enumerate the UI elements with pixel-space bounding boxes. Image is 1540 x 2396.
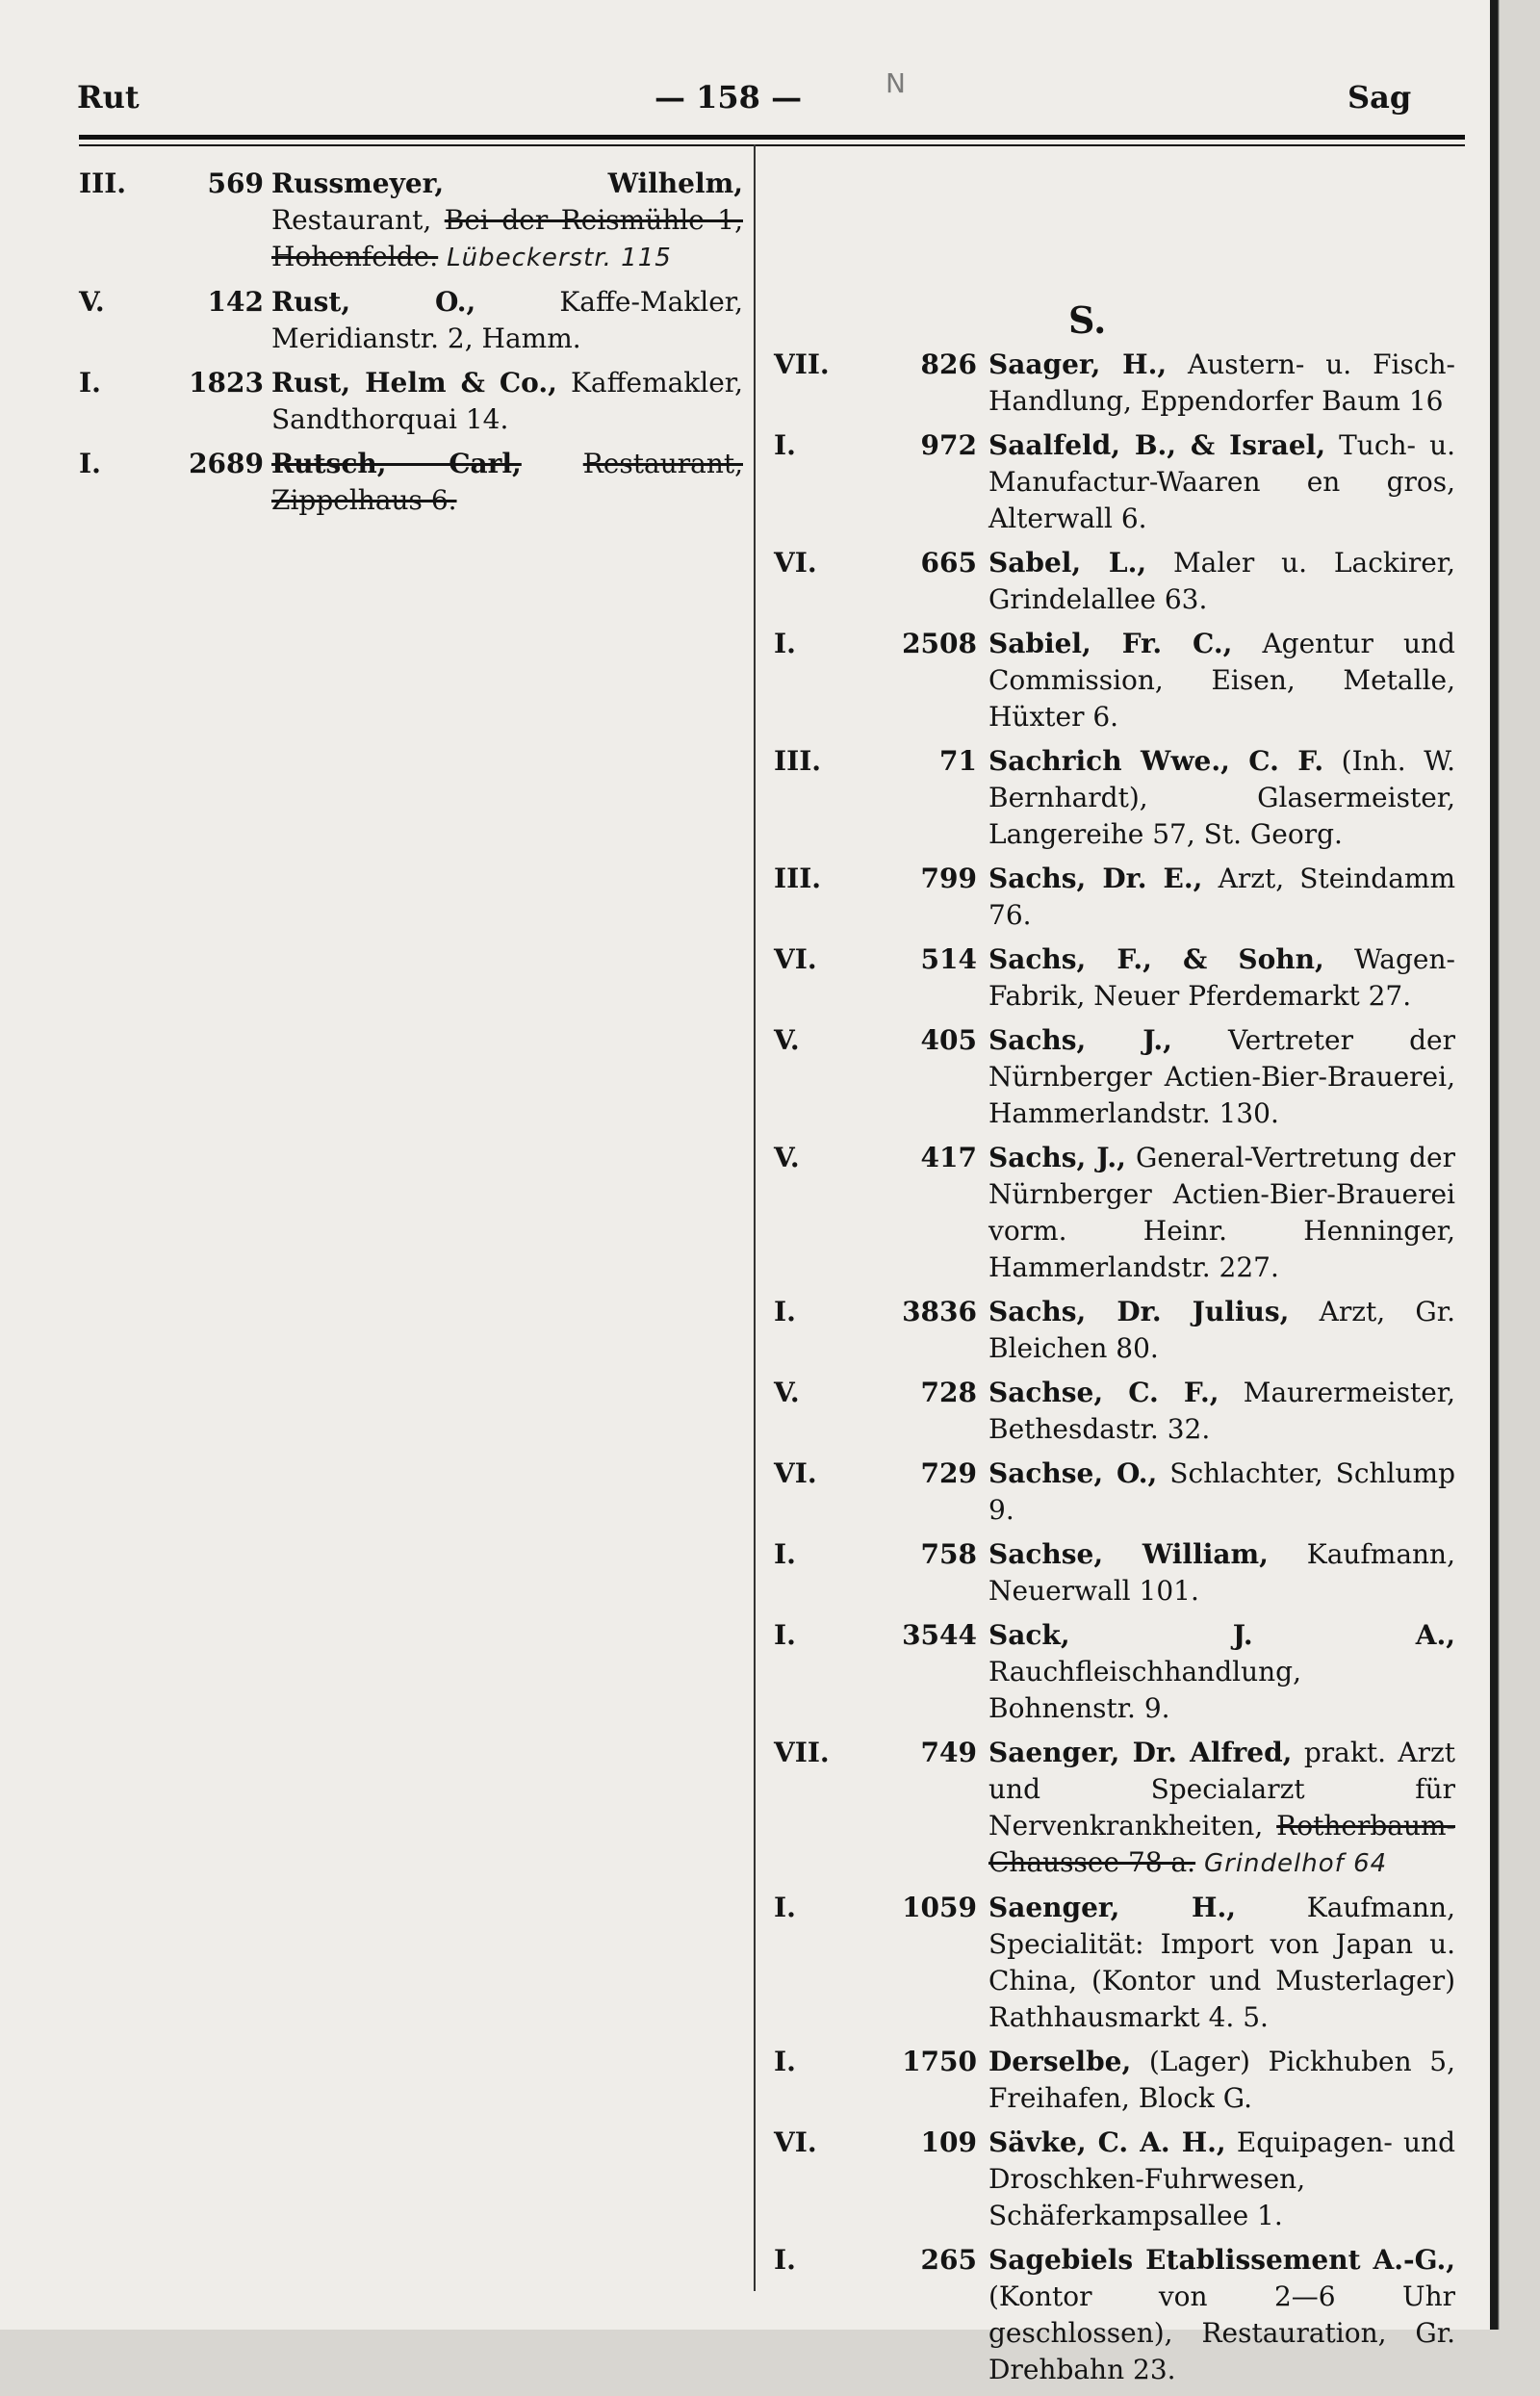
entry-details: Equipagen- und Droschken-Fuhrwesen, Schäferkampsallee 1. — [988, 2126, 1455, 2231]
entry-number: 569 — [207, 167, 264, 199]
directory-entry — [762, 2044, 1455, 2117]
entry-number: 1750 — [902, 2046, 977, 2077]
entry-name: Sabel, L., — [988, 547, 1147, 579]
entry-name: Rust, O., — [271, 286, 476, 318]
district-code: V. — [774, 1377, 800, 1408]
district-code: V. — [79, 286, 105, 318]
handwritten-correction: Lübeckerstr. 115 — [447, 244, 672, 272]
district-code: III. — [774, 863, 822, 894]
page-header — [0, 79, 1490, 117]
district-code: VII. — [774, 348, 830, 380]
entry-text — [271, 446, 743, 519]
entry-number: 758 — [920, 1538, 977, 1570]
entry-number: 749 — [920, 1737, 977, 1768]
entry-number: 728 — [920, 1377, 977, 1408]
entry-number: 405 — [920, 1024, 977, 1056]
entry-text — [988, 2242, 1455, 2388]
entry-number: 799 — [920, 863, 977, 894]
entry-reference — [762, 1536, 988, 1610]
entry-reference — [762, 1456, 988, 1529]
entry-text — [988, 941, 1455, 1015]
entry-text — [988, 626, 1455, 735]
directory-entry — [762, 1022, 1455, 1132]
entry-reference — [762, 2125, 988, 2234]
district-code: III. — [774, 745, 822, 777]
directory-entry — [762, 1890, 1455, 2036]
entry-details: Arzt, Steindamm 76. — [988, 863, 1455, 931]
entry-name: Saenger, Dr. Alfred, — [988, 1737, 1293, 1768]
district-code: VI. — [774, 547, 817, 579]
struck-address: Rotherbaum-Chaussee 78 a. — [988, 1810, 1455, 1878]
entry-name: Sachse, C. F., — [988, 1377, 1219, 1408]
directory-entry — [762, 1536, 1455, 1610]
entry-number: 826 — [920, 348, 977, 380]
pencil-mark: N — [886, 67, 906, 99]
entry-name: Sack, J. A., — [988, 1619, 1455, 1651]
entry-text — [271, 284, 743, 357]
district-code: I. — [79, 367, 101, 399]
entry-text — [988, 1140, 1455, 1286]
entry-text — [988, 1022, 1455, 1132]
district-code: I. — [774, 1538, 796, 1570]
entry-text — [988, 1735, 1455, 1882]
entry-text — [988, 545, 1455, 618]
directory-entry — [762, 347, 1455, 420]
directory-entry — [762, 1375, 1455, 1448]
entry-reference — [762, 2242, 988, 2388]
entry-name: Sagebiels Etablissement A.-G., — [988, 2244, 1455, 2276]
entry-name: Derselbe, — [988, 2046, 1132, 2077]
directory-entry — [762, 861, 1455, 934]
page-number: — 158 — — [654, 79, 803, 116]
page-edge — [1490, 0, 1540, 2330]
district-code: V. — [774, 1142, 800, 1173]
district-code: VI. — [774, 2126, 817, 2158]
entry-reference — [762, 347, 988, 420]
directory-entry — [79, 446, 743, 519]
entry-details: Restaurant, — [271, 204, 445, 236]
entry-reference — [762, 941, 988, 1015]
entry-details: Wagen-Fabrik, Neuer Pferdemarkt 27. — [988, 943, 1455, 1012]
header-right: Sag — [1348, 79, 1412, 116]
entry-reference — [762, 1890, 988, 2036]
column-divider — [754, 144, 756, 2291]
district-code: I. — [774, 1619, 796, 1651]
right-column — [762, 347, 1455, 2396]
struck-address: Restaurant, Zippelhaus 6. — [271, 448, 743, 516]
entry-name: Sachs, Dr. E., — [988, 863, 1203, 894]
entry-text — [271, 166, 743, 276]
entry-name: Sachs, Dr. Julius, — [988, 1296, 1290, 1327]
entry-text — [988, 2044, 1455, 2117]
entry-text — [988, 1890, 1455, 2036]
entry-details: Rauchfleischhandlung, Bohnenstr. 9. — [988, 1656, 1301, 1724]
entry-number: 71 — [939, 745, 977, 777]
entry-number: 1059 — [902, 1892, 977, 1923]
entry-number: 665 — [920, 547, 977, 579]
header-rule-thin — [79, 144, 1465, 146]
entry-name: Sachrich Wwe., C. F. — [988, 745, 1324, 777]
entry-reference — [762, 1294, 988, 1367]
entry-details: Schlachter, Schlump 9. — [988, 1457, 1456, 1526]
district-code: I. — [774, 429, 796, 461]
district-code: VI. — [774, 1457, 817, 1489]
entry-reference — [762, 1140, 988, 1286]
entry-reference — [762, 1735, 988, 1882]
entry-name: Russmeyer, Wilhelm, — [271, 167, 743, 199]
entry-details: Maler u. Lackirer, Grindelallee 63. — [988, 547, 1455, 615]
district-code: I. — [79, 448, 101, 479]
handwritten-correction: Grindelhof 64 — [1204, 1849, 1388, 1878]
entry-number: 2689 — [189, 448, 264, 479]
entry-number: 2508 — [902, 628, 977, 659]
entry-reference — [79, 166, 271, 276]
entry-reference — [762, 1375, 988, 1448]
entry-name: Sabiel, Fr. C., — [988, 628, 1233, 659]
directory-entry — [762, 941, 1455, 1015]
section-letter: S. — [1068, 298, 1107, 342]
entry-number: 3544 — [902, 1619, 977, 1651]
entry-text — [988, 1617, 1455, 1727]
entry-name: Sachs, J., — [988, 1142, 1126, 1173]
entry-details: Kaufmann, Specialität: Import von Japan u. China, (Kontor und Musterlager) Rathhausmarkt 4. 5. — [988, 1892, 1455, 2033]
district-code: I. — [774, 628, 796, 659]
entry-number: 972 — [920, 429, 977, 461]
entry-reference — [762, 626, 988, 735]
entry-text — [988, 427, 1455, 537]
entry-reference — [79, 446, 271, 519]
entry-details: Kaffemakler, Sandthorquai 14. — [271, 367, 744, 435]
directory-entry — [79, 166, 743, 276]
district-code: I. — [774, 2046, 796, 2077]
directory-entry — [762, 1294, 1455, 1367]
district-code: VI. — [774, 943, 817, 975]
entry-number: 417 — [920, 1142, 977, 1173]
entry-name: Sachs, J., — [988, 1024, 1172, 1056]
entry-number: 1823 — [189, 367, 264, 399]
entry-name: Sachs, F., & Sohn, — [988, 943, 1324, 975]
entry-number: 514 — [920, 943, 977, 975]
struck-address: Bei der Reismühle 1, Hohenfelde. — [271, 204, 743, 272]
entry-name: Rust, Helm & Co., — [271, 367, 557, 399]
entry-reference — [79, 284, 271, 357]
directory-entry — [762, 427, 1455, 537]
entry-details: Maurermeister, Bethesdastr. 32. — [988, 1377, 1455, 1445]
entry-reference — [762, 545, 988, 618]
directory-entry — [79, 284, 743, 357]
entry-reference — [762, 1022, 988, 1132]
directory-entry — [762, 545, 1455, 618]
directory-entry — [762, 2242, 1455, 2388]
entry-reference — [762, 743, 988, 853]
entry-details: (Inh. W. Bernhardt), Glasermeister, Langereihe 57, St. Georg. — [988, 745, 1455, 850]
left-column — [79, 166, 743, 527]
entry-text — [988, 347, 1455, 420]
entry-name: Sachse, William, — [988, 1538, 1269, 1570]
entry-number: 109 — [920, 2126, 977, 2158]
directory-entry — [762, 1456, 1455, 1529]
directory-entry — [762, 626, 1455, 735]
entry-text — [988, 1536, 1455, 1610]
directory-entry — [762, 1735, 1455, 1882]
entry-number: 265 — [920, 2244, 977, 2276]
entry-details: Vertreter der Nürnberger Actien-Bier-Brauerei, Hammerlandstr. 130. — [988, 1024, 1456, 1129]
entry-details: Kaffe-Makler, Meridianstr. 2, Hamm. — [271, 286, 743, 354]
entry-details: Agentur und Commission, Eisen, Metalle, Hüxter 6. — [988, 628, 1455, 733]
entry-text — [988, 2125, 1455, 2234]
entry-name: Sävke, C. A. H., — [988, 2126, 1226, 2158]
district-code: I. — [774, 1892, 796, 1923]
header-left: Rut — [77, 79, 140, 116]
entry-reference — [762, 2044, 988, 2117]
entry-reference — [762, 861, 988, 934]
entry-name: Saager, H., — [988, 348, 1168, 380]
district-code: I. — [774, 1296, 796, 1327]
entry-details: Kaufmann, Neuerwall 101. — [988, 1538, 1455, 1607]
directory-entry — [762, 1617, 1455, 1727]
entry-name: Rutsch, Carl, — [271, 448, 522, 479]
entry-details: prakt. Arzt und Specialarzt für Nervenkrankheiten, — [988, 1737, 1455, 1842]
directory-entry — [79, 365, 743, 438]
entry-number: 729 — [920, 1457, 977, 1489]
entry-details: (Kontor von 2—6 Uhr geschlossen), Restauration, Gr. Drehbahn 23. — [988, 2280, 1455, 2385]
district-code: III. — [79, 167, 127, 199]
entry-text — [988, 1456, 1455, 1529]
header-rule-thick — [79, 135, 1465, 140]
entry-text — [988, 743, 1455, 853]
entry-text — [988, 861, 1455, 934]
entry-reference — [762, 1617, 988, 1727]
directory-entry — [762, 743, 1455, 853]
directory-entry — [762, 2125, 1455, 2234]
district-code: I. — [774, 2244, 796, 2276]
entry-text — [271, 365, 743, 438]
entry-details: Tuch- u. Manufactur-Waaren en gros, Alterwall 6. — [988, 429, 1456, 534]
entry-details: Arzt, Gr. Bleichen 80. — [988, 1296, 1455, 1364]
entry-text — [988, 1375, 1455, 1448]
entry-details: (Lager) Pickhuben 5, Freihafen, Block G. — [988, 2046, 1455, 2114]
entry-text — [988, 1294, 1455, 1367]
entry-details: Austern- u. Fisch-Handlung, Eppendorfer Baum 16 — [988, 348, 1455, 417]
entry-reference — [762, 427, 988, 537]
district-code: VII. — [774, 1737, 830, 1768]
entry-number: 142 — [207, 286, 264, 318]
entry-name: Saenger, H., — [988, 1892, 1236, 1923]
directory-entry — [762, 1140, 1455, 1286]
entry-number: 3836 — [902, 1296, 977, 1327]
entry-reference — [79, 365, 271, 438]
entry-name: Sachse, O., — [988, 1457, 1158, 1489]
entry-details: General-Vertretung der Nürnberger Actien-Bier-Brauerei vorm. Heinr. Henninger, Hammerlandstr. 227. — [988, 1142, 1455, 1283]
entry-name: Saalfeld, B., & Israel, — [988, 429, 1326, 461]
district-code: V. — [774, 1024, 800, 1056]
